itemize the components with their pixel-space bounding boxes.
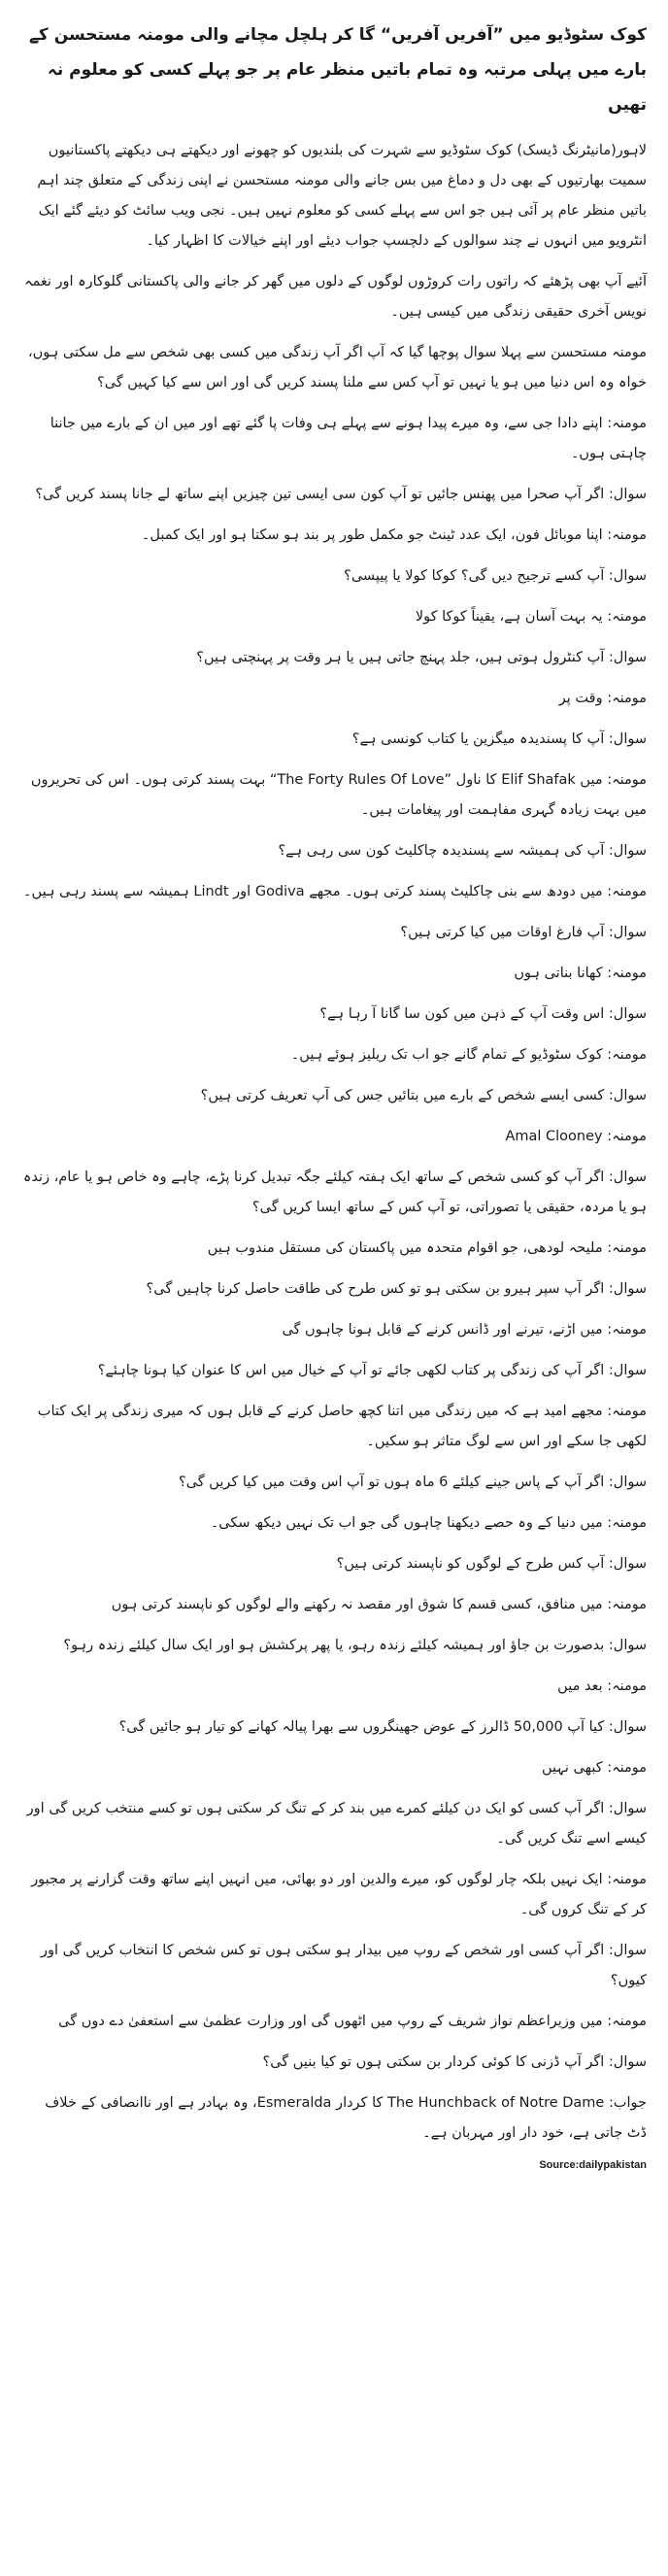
article-paragraph: سوال: اس وقت آپ کے ذہن میں کون سا گانا آ رہا ہے؟ [319,1006,647,1022]
article-paragraph: مومنہ: مجھے امید ہے کہ میں زندگی میں اتنا کچھ حاصل کرنے کے قابل ہوں کہ میری زندگی پر ایک کتاب لکھی جا سکے اور اس سے لوگ متاثر ہو سکیں۔ [37,1404,647,1449]
article-paragraph: سوال: آپ کسے ترجیح دیں گی؟ کوکا کولا یا پیپسی؟ [344,568,647,584]
article-paragraph: مومنہ: ملیحہ لودھی، جو اقوام متحدہ میں پاکستان کی مستقل مندوب ہیں [207,1240,647,1256]
article-paragraph: جواب: The Hunchback of Notre Dame کا کردار Esmeralda، وہ بہادر ہے اور ناانصافی کے خلاف ڈٹ جاتی ہے، خود دار اور مہربان ہے۔ [45,2095,647,2141]
article-paragraph: سوال: آپ کی ہمیشہ سے پسندیدہ چاکلیٹ کون سی رہی ہے؟ [278,843,647,859]
article-paragraph: مومنہ: میں وزیراعظم نواز شریف کے روپ میں اٹھوں گی اور وزارت عظمیٰ سے استعفیٰ دے دوں گی [58,2014,647,2029]
article-paragraph: سوال: اگر آپ کی زندگی پر کتاب لکھی جائے تو آپ کے خیال میں اس کا عنوان کیا ہونا چاہئے؟ [97,1363,647,1378]
article-title: کوک سٹوڈیو میں ”آفریں آفریں“ گا کر ہلچل مچانے والی مومنہ مستحسن کے بارے میں پہلی مرتبہ وہ تمام باتیں منظر عام پر جو پہلے کسی کو معلوم نہ تھیں [28,25,647,115]
article-paragraph: سوال: اگر آپ کو کسی شخص کے ساتھ ایک ہفتہ کیلئے جگہ تبدیل کرنا پڑے، چاہے وہ خاص ہو یا عام، زندہ ہو یا مردہ، حقیقی یا تصوراتی، تو آپ کس کے ساتھ ایسا کریں گی؟ [22,1169,647,1215]
article-paragraph: سوال: کیا آپ 50,000 ڈالرز کے عوض جھینگروں سے بھرا پیالہ کھانے کو تیار ہو جائیں گی؟ [118,1719,647,1735]
article-paragraph: مومنہ: یہ بہت آسان ہے، یقیناً کوکا کولا [415,609,647,625]
article-paragraph: مومنہ: میں دنیا کے وہ حصے دیکھنا چاہوں گی جو اب تک نہیں دیکھ سکی۔ [210,1515,647,1531]
article-paragraph: مومنہ: اپنے دادا جی سے، وہ میرے پیدا ہونے سے پہلے ہی وفات پا گئے تھے اور میں ان کے بارے میں جاننا چاہتی ہوں۔ [50,416,647,461]
article-paragraph: سوال: کسی ایسے شخص کے بارے میں بتائیں جس کی آپ تعریف کرتی ہیں؟ [200,1088,647,1103]
article-paragraph: مومنہ: کھانا بناتی ہوں [514,966,647,981]
article-paragraph: مومنہ: اپنا موبائل فون، ایک عدد ٹینٹ جو مکمل طور پر بند ہو سکتا ہو اور ایک کمبل۔ [141,527,647,543]
article-paragraph: مومنہ: میں منافق، کسی قسم کا شوق اور مقصد نہ رکھنے والے لوگوں کو ناپسند کرتی ہوں [111,1597,647,1612]
article-paragraph: آئیے آپ بھی پڑھئے کہ راتوں رات کروڑوں لوگوں کے دلوں میں گھر کر جانے والی پاکستانی گلوکارہ اور نغمہ نویس آخری حقیقی زندگی میں کیسی ہیں۔ [23,274,647,320]
article-paragraph: لاہور(مانیٹرنگ ڈیسک) کوک سٹوڈیو سے شہرت کی بلندیوں کو چھونے اور دیکھتے ہی دیکھتے پاکستانیوں سمیت بھارتیوں کے بھی دل و دماغ میں بس جانے والی مومنہ مستحسن نے اپنی زندگی کے متعلق چند اہم باتیں منظر عام پر آئی ہیں جو اس سے پہلے کسی کو معلوم نہیں ہیں۔ نجی ویب سائٹ کو دیئے گئے ایک انٹرویو میں انہوں نے چند سوالوں کے دلچسپ جواب دیئے اور اپنے خیالات کا اظہار کیا۔ [37,143,647,249]
article-paragraph: سوال: آپ کس طرح کے لوگوں کو ناپسند کرتی ہیں؟ [336,1556,647,1572]
article-paragraph: مومنہ: کوک سٹوڈیو کے تمام گانے جو اب تک ریلیز ہوئے ہیں۔ [290,1047,647,1063]
article-paragraph: سوال: اگر آپ صحرا میں پھنس جائیں تو آپ کون سی ایسی تین چیزیں اپنے ساتھ لے جانا پسند کریں گی؟ [35,487,647,502]
article-paragraph: سوال: بدصورت بن جاؤ اور ہمیشہ کیلئے زندہ رہو، یا پھر پرکشش ہو اور ایک سال کیلئے زندہ رہو؟ [63,1638,647,1653]
article-paragraph: مومنہ: ایک نہیں بلکہ چار لوگوں کو، میرے والدین اور دو بھائی، میں انہیں اپنے ساتھ وقت گزارنے پر مجبور کر کے تنگ کروں گی۔ [31,1872,647,1917]
article-paragraph: مومنہ: Amal Clooney [505,1129,647,1144]
article-paragraph: سوال: اگر آپ کے پاس جینے کیلئے 6 ماہ ہوں تو آپ اس وقت میں کیا کریں گی؟ [179,1474,647,1490]
article-paragraph: مومنہ: وقت پر [558,691,647,706]
article-paragraph: مومنہ مستحسن سے پہلا سوال پوچھا گیا کہ آپ اگر آپ زندگی میں کسی بھی شخص سے مل سکتی ہوں، خواہ وہ اس دنیا میں ہو یا نہیں تو آپ کس سے ملنا پسند کریں گی اور اس سے کیا کہیں گی؟ [27,345,647,390]
article-paragraph: مومنہ: کبھی نہیں [542,1760,647,1776]
article-paragraph: مومنہ: میں Elif Shafak کا ناول ”The Forty Rules Of Love“ بہت پسند کرتی ہوں۔ اس کی تحریروں میں بہت زیادہ گہری مفاہمت اور پیغامات ہیں۔ [30,772,647,818]
article-paragraph: سوال: آپ فارغ اوقات میں کیا کرتی ہیں؟ [400,925,647,940]
article-paragraph: سوال: اگر آپ ڈزنی کا کوئی کردار بن سکتی ہوں تو کیا بنیں گی؟ [262,2054,647,2070]
article-paragraph: مومنہ: بعد میں [557,1678,647,1694]
article-paragraph: سوال: آپ کنٹرول ہوتی ہیں، جلد پہنچ جاتی ہیں یا ہر وقت پر پہنچتی ہیں؟ [196,650,647,665]
article-paragraph: مومنہ: میں اڑنے، تیرنے اور ڈانس کرنے کے قابل ہونا چاہوں گی [282,1322,647,1338]
article-paragraph: سوال: اگر آپ کسی اور شخص کے روپ میں بیدار ہو سکتی ہوں تو کس شخص کا انتخاب کریں گی اور کیوں؟ [40,1943,647,1988]
article-paragraph: سوال: اگر آپ سپر ہیرو بن سکتی ہو تو کس طرح کی طاقت حاصل کرنا چاہیں گی؟ [146,1281,647,1297]
article-paragraph: سوال: آپ کا پسندیدہ میگزین یا کتاب کونسی ہے؟ [351,731,647,747]
article-body [21,136,647,2149]
article-paragraph: مومنہ: میں دودھ سے بنی چاکلیٹ پسند کرتی ہوں۔ مجھے Godiva اور Lindt ہمیشہ سے پسند رہی ہیں۔ [23,884,647,899]
source-credit: Source:dailypakistan [539,2159,647,2171]
article-paragraph: سوال: اگر آپ کسی کو ایک دن کیلئے کمرے میں بند کر کے تنگ کر سکتی ہوں تو کسے منتخب کریں گی اور کیسے اسے تنگ کریں گی۔ [26,1801,647,1847]
